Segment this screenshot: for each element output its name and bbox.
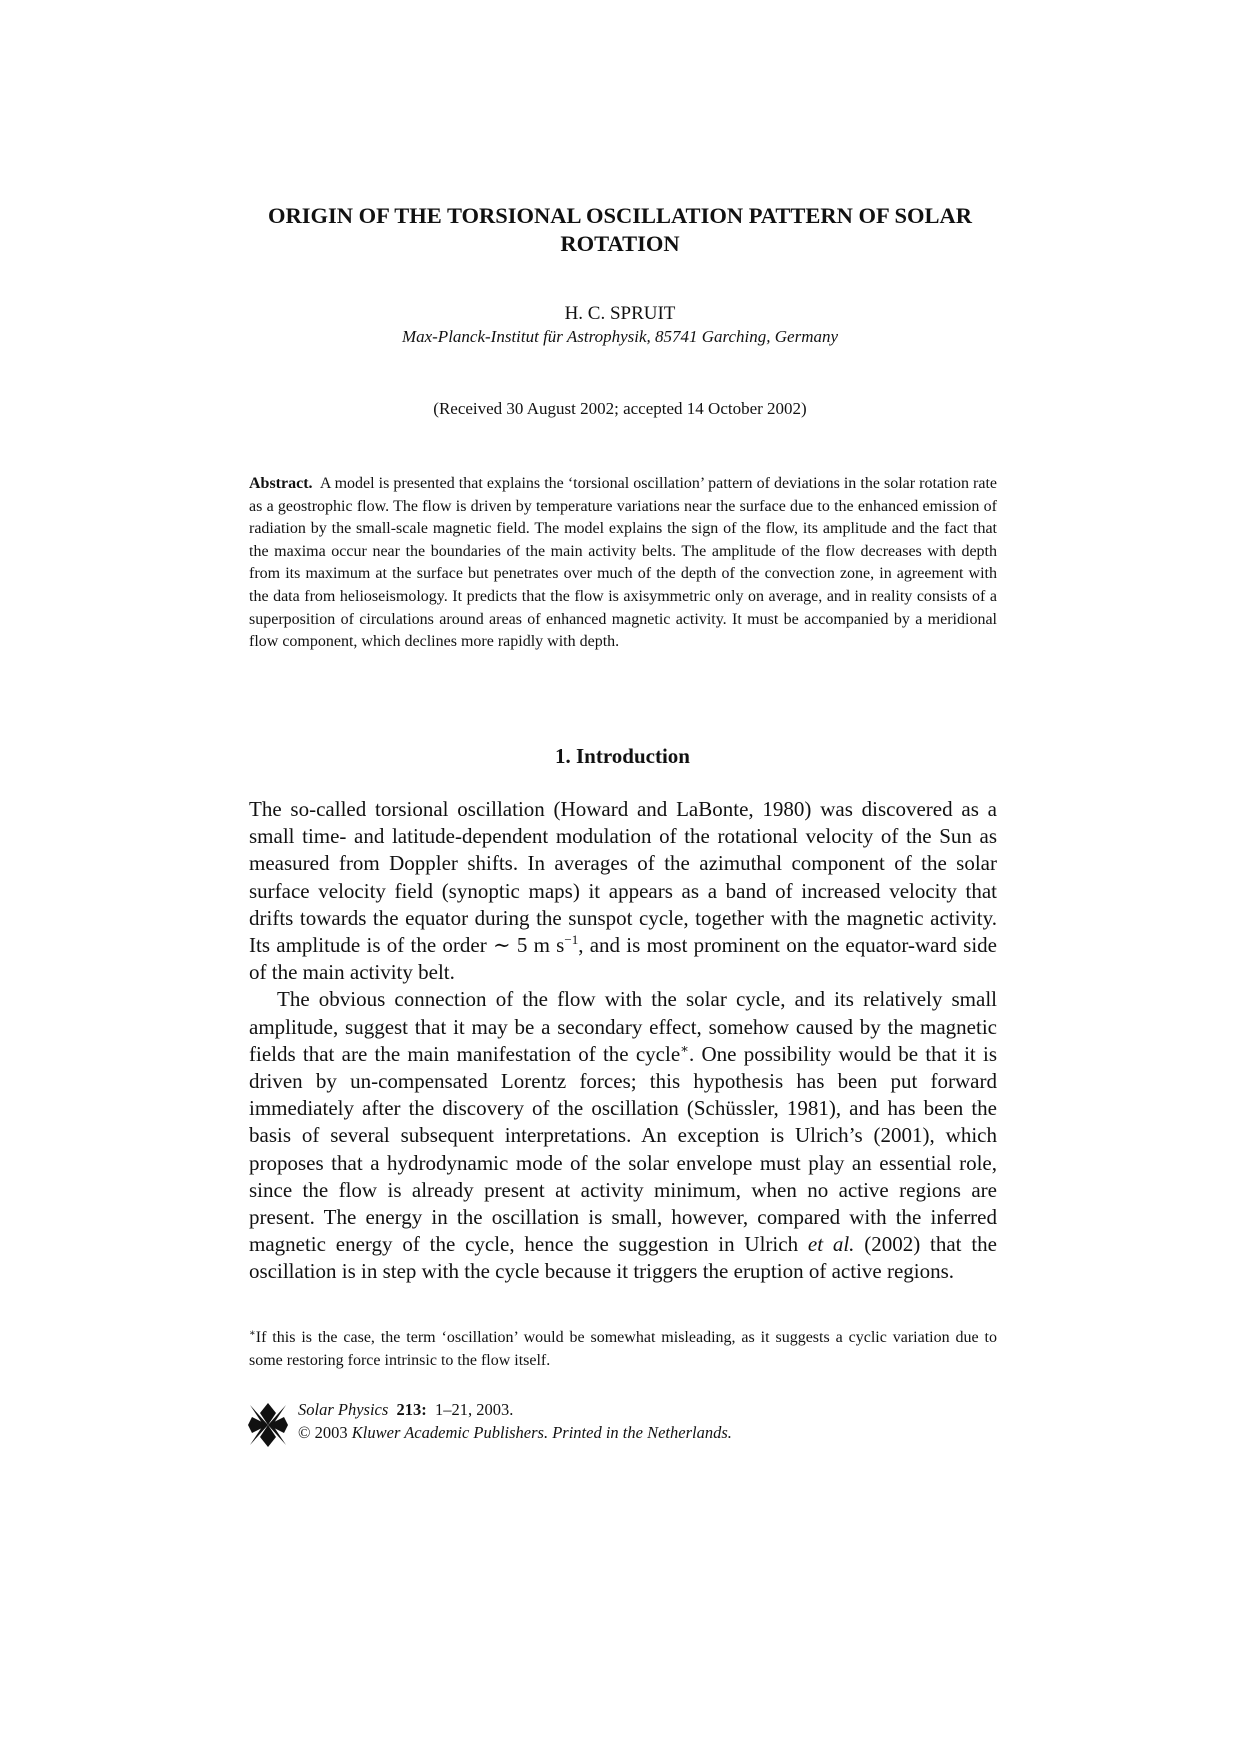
journal-citation bbox=[298, 1398, 732, 1421]
footnote bbox=[249, 1327, 997, 1372]
publisher-logo-icon bbox=[248, 1403, 288, 1447]
paragraph-2-text-b: . One possibility would be that it is driven by un-compensated Lorentz forces; this hypothesis has been put forward immediately after the discovery of the oscillation (Schüssler, 1981), and has been the basis of several subsequent interpretations. An exception is Ulrich’s (2001), which proposes that a hydrodynamic mode of the solar envelope must play an essential role, since the flow is already present at activity minimum, when no active regions are present. The energy in the oscillation is small, however, compared with the inferred magnetic energy of the cycle, hence the suggestion in Ulrich bbox=[249, 1041, 997, 1257]
paper-title: ORIGIN OF THE TORSIONAL OSCILLATION PATTERN OF SOLAR ROTATION bbox=[267, 203, 973, 256]
journal-volume: 213: bbox=[396, 1400, 427, 1419]
paragraph-1-text-a: The so-called torsional oscillation (Howard and LaBonte, 1980) was discovered as a small time- and latitude-dependent modulation of the rotational velocity of the Sun as measured from Doppler shifts. In averages of the azimuthal component of the solar surface velocity field (synoptic maps) it appears as a band of increased velocity that drifts towards the equator during the sunspot cycle, together with the magnetic activity. Its amplitude is of the order ∼ 5 m s bbox=[249, 797, 997, 958]
publisher-text: Kluwer Academic Publishers. Printed in the Netherlands. bbox=[351, 1423, 732, 1442]
received-dates: (Received 30 August 2002; accepted 14 October 2002) bbox=[433, 399, 807, 418]
copyright-prefix: © 2003 bbox=[298, 1423, 348, 1442]
abstract-text: A model is presented that explains the ‘torsional oscillation’ pattern of deviations in the solar rotation rate as a geostrophic flow. The flow is driven by temperature variations near the surface due to the enhanced emission of radiation by the small-scale magnetic field. The model explains the sign of the flow, its amplitude and the fact that the maxima occur near the boundaries of the main activity belts. The amplitude of the flow decreases with depth from its maximum at the surface but penetrates over much of the depth of the convection zone, in agreement with the data from helioseismology. It predicts that the flow is axisymmetric only on average, and in reality consists of a superposition of circulations around areas of enhanced magnetic activity. It must be accompanied by a meridional flow component, which declines more rapidly with depth. bbox=[249, 475, 998, 651]
author-name: H. C. SPRUIT bbox=[564, 303, 676, 324]
introduction-body bbox=[249, 796, 997, 1286]
journal-name: Solar Physics bbox=[298, 1400, 389, 1419]
abstract-label: Abstract. bbox=[249, 475, 313, 492]
footnote-text: If this is the case, the term ‘oscillation’ would be somewhat misleading, as it suggests a cyclic variation due to some restoring force intrinsic to the flow itself. bbox=[249, 1329, 997, 1369]
paragraph-1 bbox=[249, 796, 997, 986]
abstract bbox=[249, 473, 997, 654]
section-heading-introduction: 1. Introduction bbox=[555, 744, 690, 768]
journal-pages: 1–21, 2003. bbox=[435, 1400, 514, 1419]
unit-exponent: −1 bbox=[564, 931, 579, 947]
paragraph-2 bbox=[249, 986, 997, 1285]
author-affiliation: Max-Planck-Institut für Astrophysik, 85741 Garching, Germany bbox=[401, 327, 839, 346]
et-al: et al. bbox=[807, 1232, 855, 1257]
footnote-mark: ∗ bbox=[249, 1327, 256, 1339]
journal-info bbox=[298, 1398, 732, 1444]
footnote-marker: ∗ bbox=[680, 1040, 690, 1056]
paragraph-2-text-c: (2002) that the oscillation is in step with the cycle because it triggers the eruption of active regions. bbox=[249, 1232, 997, 1284]
paragraph-1-text-b: , and is most prominent on the equator-ward side of the main activity belt. bbox=[249, 933, 998, 985]
paragraph-2-text-a: The obvious connection of the flow with the solar cycle, and its relatively small amplitude, suggest that it may be a secondary effect, somehow caused by the magnetic fields that are the main manifestation of the cycle bbox=[249, 987, 997, 1066]
copyright-line bbox=[298, 1421, 732, 1444]
